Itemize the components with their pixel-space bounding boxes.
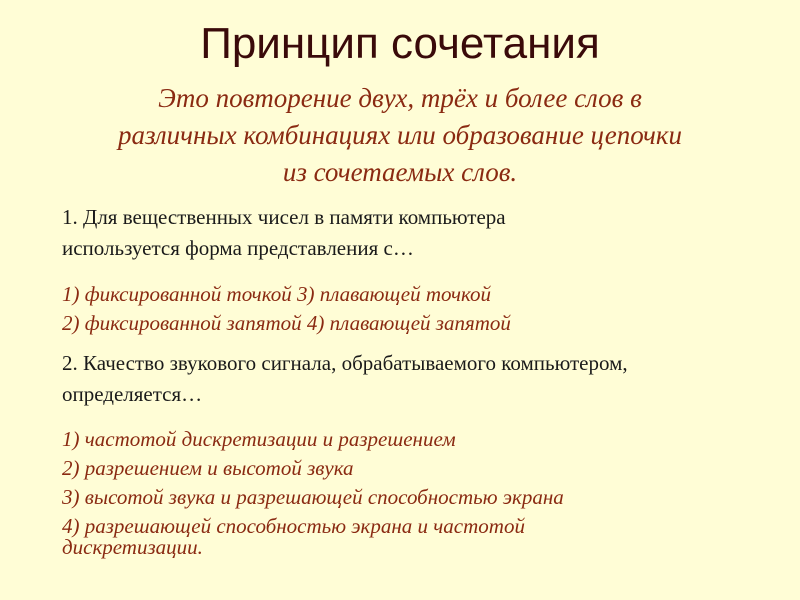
definition-line: различных комбинациях или образование цепочки <box>117 120 683 150</box>
answer-line: 1) частотой дискретизации и разрешением <box>62 427 456 451</box>
definition-line: Это повторение двух, трёх и более слов в <box>158 83 642 113</box>
question-1-line: 1. Для вещественных чисел в памяти компьютера <box>62 205 506 229</box>
slide-title: Принцип сочетания <box>200 19 600 68</box>
definition-text <box>40 80 760 191</box>
answer-line: 3) высотой звука и разрешающей способностью экрана <box>62 485 564 509</box>
question-1 <box>62 202 506 264</box>
answer-line: 1) фиксированной точкой 3) плавающей точкой <box>62 282 492 306</box>
answer-line: 2) разрешением и высотой звука <box>62 456 354 480</box>
answer-line: дискретизации. <box>62 535 203 559</box>
question-1-line: используется форма представления с… <box>62 236 414 260</box>
definition-line: из сочетаемых слов. <box>282 157 518 187</box>
answer-line: 4) разрешающей способностью экрана и частотой <box>62 514 525 538</box>
question-2 <box>62 348 628 410</box>
question-2-answers <box>62 425 564 562</box>
question-2-line: определяется… <box>62 382 203 406</box>
question-1-answers <box>62 280 511 338</box>
answer-line: 2) фиксированной запятой 4) плавающей запятой <box>62 311 511 335</box>
question-2-line: 2. Качество звукового сигнала, обрабатываемого компьютером, <box>62 351 628 375</box>
